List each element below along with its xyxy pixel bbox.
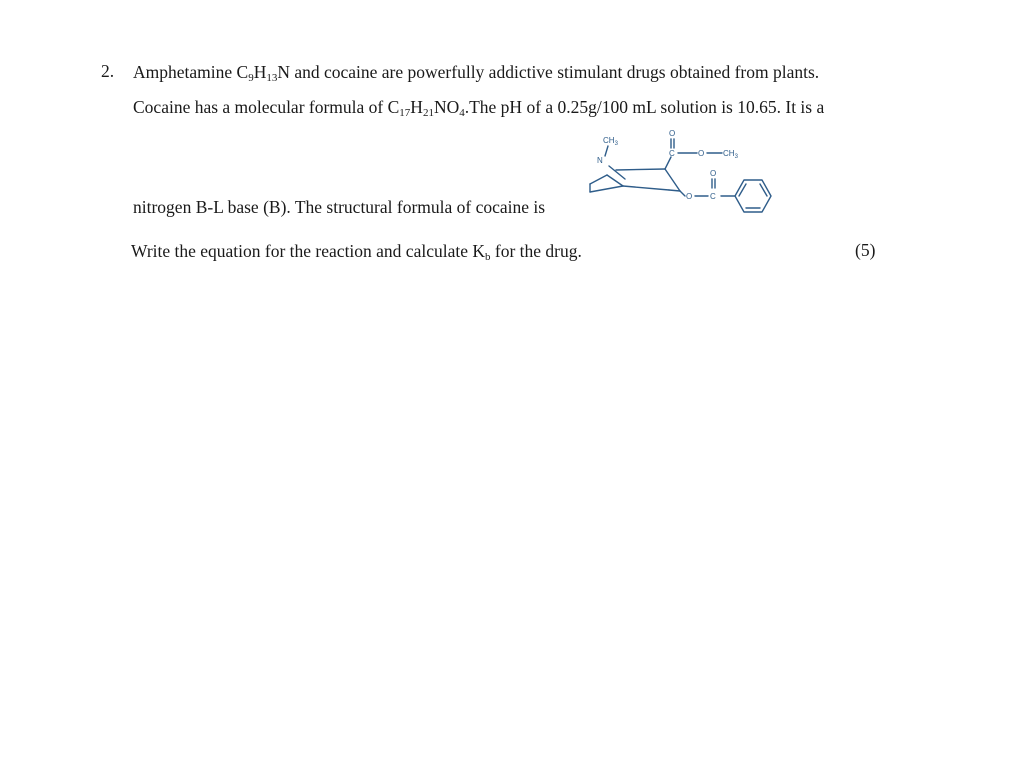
bond-n-bridge: [609, 166, 625, 179]
line2-sub-2: 21: [422, 107, 434, 119]
ring-right-lower: [669, 190, 680, 191]
line4-text-a: Write the equation for the reaction and calculate K: [131, 241, 485, 261]
ring-bottom-edge: [623, 186, 669, 190]
nitrogen-label: N: [597, 156, 603, 165]
line2-text-c: NO: [433, 97, 460, 117]
line1-text-c: N and cocaine are powerfully addictive stimulant drugs obtained from plants.: [277, 62, 820, 82]
ring-right-upper: [665, 169, 680, 191]
line4-text-b: for the drug.: [490, 241, 582, 261]
line2-text-d: .The pH of a 0.25g/100 mL solution is 10.65. It is a: [464, 97, 825, 117]
line1-text-b: H: [253, 62, 267, 82]
marks-label: (5): [855, 240, 876, 260]
carbon-top-label: C: [669, 149, 675, 158]
oxygen-ester-label: O: [698, 149, 705, 158]
question-line-3: nitrogen B-L base (B). The structural formula of cocaine is: [133, 197, 546, 217]
oxygen-lower-top-label: O: [710, 169, 717, 178]
question-line-4: [131, 240, 582, 262]
ring-lower-left: [590, 186, 623, 192]
question-line-1: [133, 61, 819, 83]
benzene-ring: [735, 180, 771, 212]
bond-ring-o-lower: [680, 191, 685, 196]
carbon-lower-label: C: [710, 192, 716, 201]
line2-sub-3: 4: [459, 107, 465, 119]
line2-sub-1: 17: [399, 107, 411, 119]
oxygen-top-label: O: [669, 129, 676, 138]
line4-sub: b: [485, 251, 491, 263]
ch3-top-label: $CH_3$: [603, 136, 618, 147]
ch3-right-label: $CH_3$: [723, 149, 738, 160]
line1-text-a: Amphetamine C: [133, 62, 249, 82]
ring-top-edge: [616, 169, 665, 170]
ring-upper-left: [590, 175, 607, 184]
oxygen-lower-label: O: [686, 192, 693, 201]
question-line-2: [133, 96, 824, 118]
cocaine-structure-diagram: [585, 126, 795, 218]
bond-ring-ester-c: [665, 157, 671, 169]
line1-sub-2: 13: [266, 72, 278, 84]
line2-text-b: H: [410, 97, 423, 117]
line1-sub-1: 9: [248, 72, 254, 84]
line2-text-a: Cocaine has a molecular formula of C: [133, 97, 400, 117]
question-number: 2.: [101, 61, 115, 81]
bond-ch3-n: [605, 146, 608, 156]
ring-bridge: [607, 175, 623, 186]
